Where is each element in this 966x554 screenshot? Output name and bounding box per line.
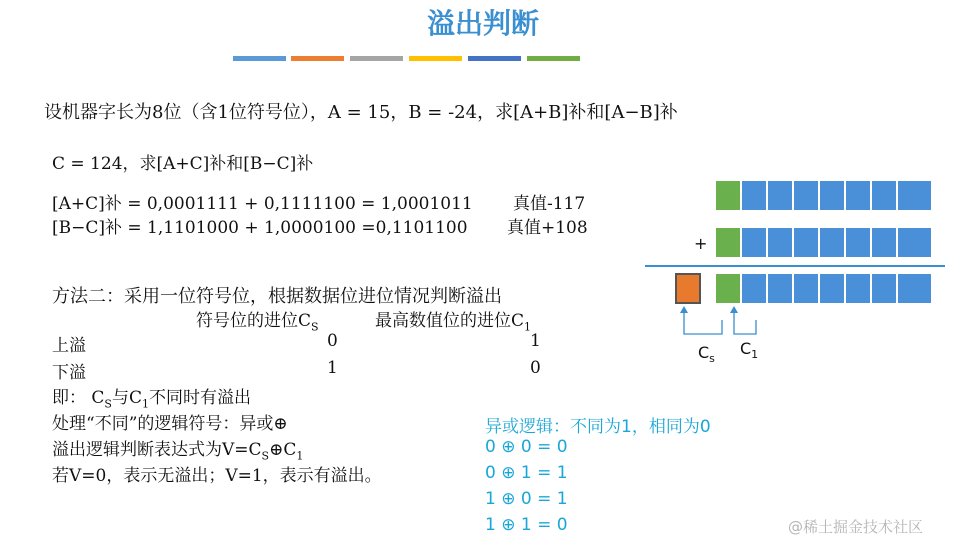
overflow-expression-sub1: S bbox=[261, 449, 270, 463]
equation-a-plus-c: [A+C]补 = 0,0001111 + 0,1111100 = 1,0001011 bbox=[52, 194, 473, 214]
column-header-cs-text: 符号位的进位C bbox=[196, 311, 312, 331]
color-bar-6 bbox=[527, 56, 580, 61]
row-overflow-up-c1: 1 bbox=[530, 331, 541, 351]
page-title: 溢出判断 bbox=[426, 7, 539, 40]
overflow-conclusion: 若V=0，表示无溢出；V=1，表示有溢出。 bbox=[52, 466, 382, 486]
c1-label bbox=[740, 339, 758, 361]
overflow-expression-a: 溢出逻辑判断表达式为V=C bbox=[52, 440, 262, 460]
data-bit-cell bbox=[767, 180, 793, 211]
color-bar-2 bbox=[291, 56, 344, 61]
color-bar-4 bbox=[409, 56, 462, 61]
watermark: @稀土掘金技术社区 bbox=[788, 518, 924, 536]
rule-line-c: 不同时有溢出 bbox=[148, 388, 251, 408]
c-statement: C = 124，求[A+C]补和[B−C]补 bbox=[52, 154, 314, 174]
column-header-c1-sub: 1 bbox=[524, 320, 532, 334]
data-bit-cell bbox=[819, 273, 845, 304]
data-bit-cell bbox=[819, 227, 845, 258]
c1-carry-arrow bbox=[734, 310, 756, 334]
sign-bit-cell bbox=[715, 227, 741, 258]
c1-label-text: C bbox=[740, 339, 752, 358]
column-header-cs bbox=[196, 306, 319, 333]
xor-row-4: 1 ⊕ 1 = 0 bbox=[485, 515, 568, 535]
data-bit-cell bbox=[897, 227, 932, 258]
xor-row-2: 0 ⊕ 1 = 1 bbox=[485, 463, 568, 483]
data-bit-cell bbox=[897, 180, 932, 211]
row-overflow-down-c1: 0 bbox=[530, 358, 541, 378]
rule-line-b: 与C bbox=[111, 388, 142, 408]
data-bit-cell bbox=[897, 273, 932, 304]
data-bit-cell bbox=[845, 180, 871, 211]
c1-arrowhead-icon bbox=[730, 306, 738, 313]
cs-label-text: C bbox=[698, 343, 710, 362]
data-bit-cell bbox=[767, 273, 793, 304]
color-bar-3 bbox=[350, 56, 403, 61]
color-bar-5 bbox=[468, 56, 521, 61]
column-header-c1-text: 最高数值位的进位C bbox=[375, 311, 525, 331]
rule-line-sub1: S bbox=[104, 397, 112, 411]
sign-bit-cell bbox=[715, 180, 741, 211]
rule-line bbox=[52, 383, 251, 410]
method2-heading: 方法二：采用一位符号位，根据数据位进位情况判断溢出 bbox=[52, 286, 502, 307]
data-bit-cell bbox=[845, 227, 871, 258]
truth-value-2: 真值+108 bbox=[507, 218, 588, 238]
data-bit-cell bbox=[793, 180, 819, 211]
truth-value-1: 真值-117 bbox=[513, 194, 586, 214]
rule-line-a: 即： C bbox=[52, 388, 105, 408]
rule-line-sub2: 1 bbox=[141, 397, 149, 411]
c1-label-sub: 1 bbox=[751, 348, 759, 362]
column-header-cs-sub: S bbox=[311, 320, 319, 334]
cs-label-sub: s bbox=[709, 352, 715, 366]
color-bar-1 bbox=[233, 56, 286, 61]
row-overflow-down-label: 下溢 bbox=[52, 363, 86, 383]
column-header-c1 bbox=[375, 306, 531, 333]
data-bit-cell bbox=[871, 227, 897, 258]
data-bit-cell bbox=[871, 180, 897, 211]
sum-divider-line bbox=[645, 265, 945, 267]
cs-arrowhead-icon bbox=[680, 306, 688, 313]
overflow-expression-sub2: 1 bbox=[296, 449, 304, 463]
data-bit-cell bbox=[871, 273, 897, 304]
xor-row-1: 0 ⊕ 0 = 0 bbox=[485, 437, 568, 457]
xor-logic-heading: 异或逻辑：不同为1，相同为0 bbox=[485, 417, 711, 437]
data-bit-cell bbox=[819, 180, 845, 211]
xor-row-3: 1 ⊕ 0 = 1 bbox=[485, 489, 568, 509]
xor-symbol-line: 处理“不同”的逻辑符号：异或⊕ bbox=[52, 414, 288, 434]
data-bit-cell bbox=[741, 227, 767, 258]
equation-b-minus-c: [B−C]补 = 1,1101000 + 1,0000100 =0,1101100 bbox=[52, 218, 468, 238]
data-bit-cell bbox=[845, 273, 871, 304]
data-bit-cell bbox=[793, 227, 819, 258]
data-bit-cell bbox=[767, 227, 793, 258]
problem-statement: 设机器字长为8位（含1位符号位），A = 15，B = -24，求[A+B]补和[A−B]补 bbox=[44, 102, 678, 123]
plus-sign: + bbox=[694, 234, 708, 253]
row-overflow-up-label: 上溢 bbox=[52, 336, 86, 356]
data-bit-cell bbox=[741, 180, 767, 211]
cs-label bbox=[698, 343, 715, 365]
overflow-expression-b: ⊕C bbox=[269, 440, 297, 460]
row-overflow-up-cs: 0 bbox=[327, 331, 338, 351]
data-bit-cell bbox=[793, 273, 819, 304]
overflow-expression bbox=[52, 435, 303, 462]
cs-carry-arrow bbox=[684, 310, 722, 334]
row-overflow-down-cs: 1 bbox=[327, 358, 338, 378]
